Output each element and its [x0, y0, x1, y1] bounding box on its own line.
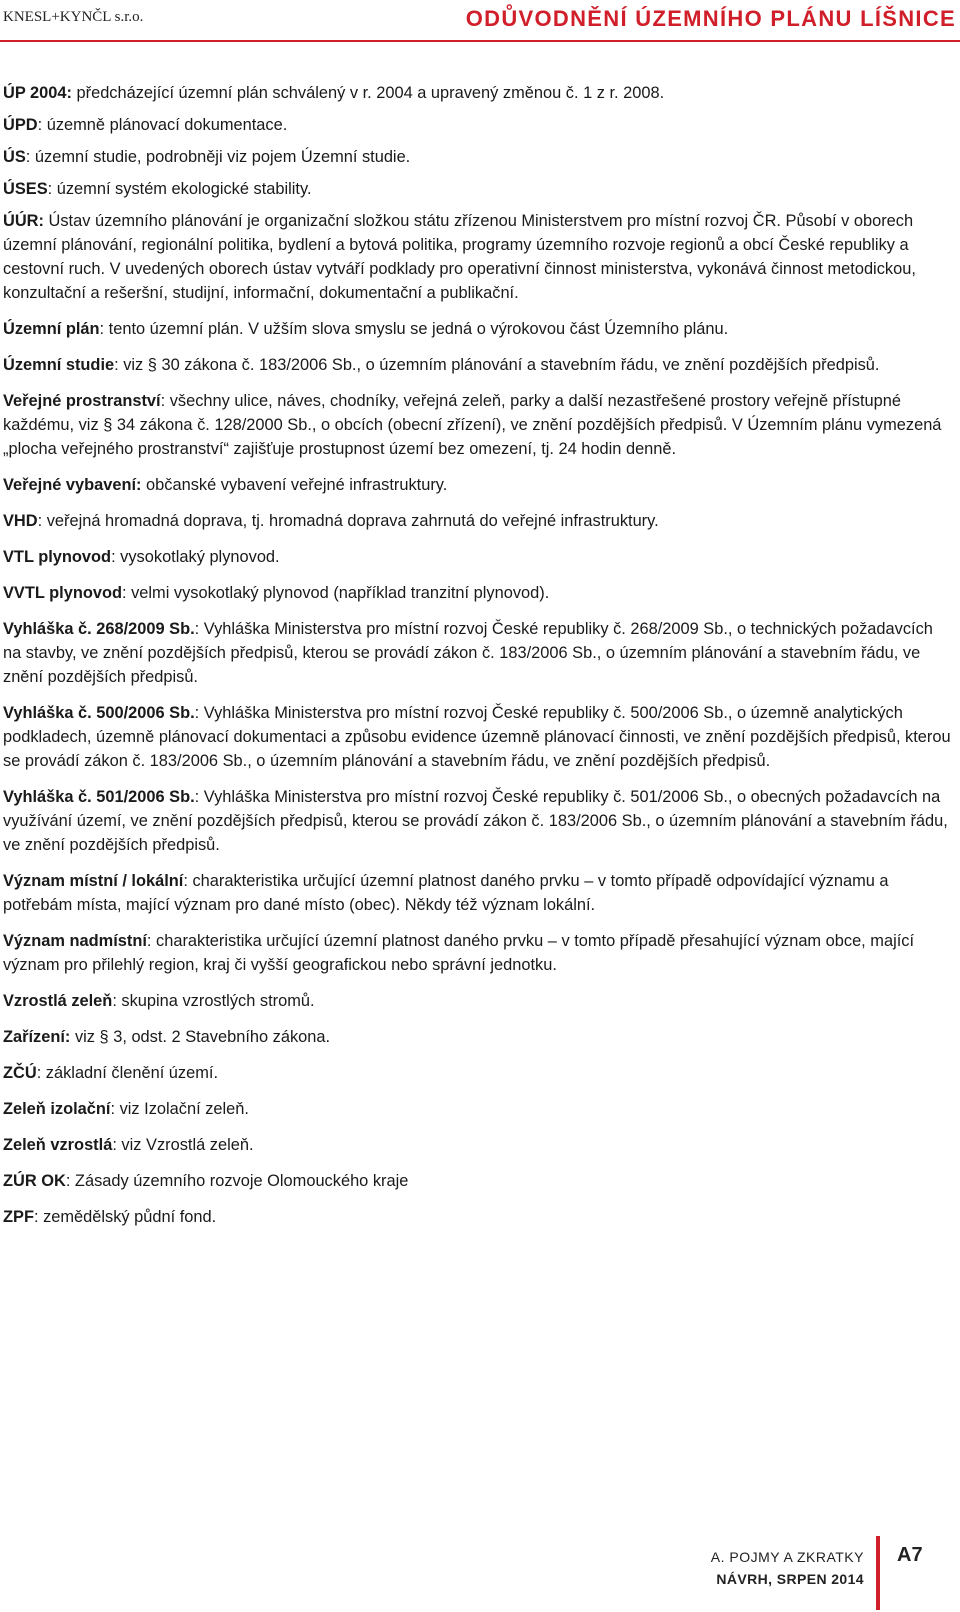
glossary-term: VTL plynovod	[3, 548, 112, 566]
glossary-definition: : veřejná hromadná doprava, tj. hromadná doprava zahrnutá do veřejné infrastruktury.	[37, 512, 659, 530]
glossary-entry	[3, 1097, 953, 1121]
glossary-entry	[3, 81, 953, 105]
glossary-definition: : charakteristika určující územní platnost daného prvku – v tomto případě přesahující význam obce, mající význam pro přilehlý region, kraj či vyšší geografickou nebo správní jednotku.	[3, 932, 915, 974]
glossary-term: Vyhláška č. 501/2006 Sb.	[3, 788, 195, 806]
glossary-definition: : Vyhláška Ministerstva pro místní rozvoj České republiky č. 500/2006 Sb., o územně analytických podkladech, územně plánovací dokumentaci a způsobu evidence územně plánovací činnosti, ve znění pozdějších předpisů, kterou se provádí zákon č. 183/2006 Sb., o územním plánování a stavebním řádu, ve znění pozdějších předpisů.	[3, 704, 951, 770]
glossary-definition: : územní systém ekologické stability.	[47, 180, 312, 198]
glossary-entry	[3, 1025, 953, 1049]
glossary-definition: : Zásady územního rozvoje Olomouckého kraje	[65, 1172, 409, 1190]
glossary-definition: předcházející územní plán schválený v r. 2004 a upravený změnou č. 1 z r. 2008.	[71, 84, 665, 102]
glossary-term: ÚSES	[3, 180, 48, 198]
glossary-term: ÚPD	[3, 116, 38, 134]
glossary-term: Veřejné vybavení:	[3, 476, 142, 494]
glossary-term: Význam nadmístní	[3, 932, 147, 950]
glossary-entry	[3, 869, 953, 917]
glossary-entry	[3, 929, 953, 977]
glossary-definition: občanské vybavení veřejné infrastruktury.	[141, 476, 448, 494]
glossary-term: Územní plán	[3, 320, 100, 338]
glossary-definition: : všechny ulice, náves, chodníky, veřejná zeleň, parky a další nezastřešené prostory veřejně přístupné každému, viz § 34 zákona č. 128/2000 Sb., o obcích (obecní zřízení), ve znění pozdějších předpisů. V Územním plánu vymezená „plocha veřejného prostranství“ zajišťuje prostupnost území bez omezení, tj. 24 hodin denně.	[3, 392, 942, 458]
glossary-term: ÚS	[3, 148, 26, 166]
glossary-term: VVTL plynovod	[3, 584, 122, 602]
glossary-definition: : základní členění území.	[36, 1064, 218, 1082]
page-footer	[0, 1536, 960, 1612]
glossary-term: Zeleň izolační	[3, 1100, 111, 1118]
glossary-definition: : viz Izolační zeleň.	[110, 1100, 249, 1118]
footer-draft-date: NÁVRH, SRPEN 2014	[716, 1571, 864, 1587]
glossary-term: ÚP 2004:	[3, 84, 72, 102]
glossary-term: ZÚR OK	[3, 1172, 66, 1190]
glossary-entry	[3, 989, 953, 1013]
glossary-term: Význam místní / lokální	[3, 872, 184, 890]
footer-section: A. POJMY A ZKRATKY	[710, 1549, 864, 1565]
glossary-term: Vyhláška č. 500/2006 Sb.	[3, 704, 195, 722]
glossary-definition: : vysokotlaký plynovod.	[111, 548, 280, 566]
glossary-entry	[3, 113, 953, 137]
glossary-definition: : zemědělský půdní fond.	[33, 1208, 217, 1226]
glossary-entry	[3, 389, 953, 461]
glossary-definition: : tento územní plán. V užším slova smyslu se jedná o výrokovou část Územního plánu.	[99, 320, 729, 338]
glossary-entry	[3, 473, 953, 497]
glossary-entry	[3, 785, 953, 857]
glossary-definition: : velmi vysokotlaký plynovod (například tranzitní plynovod).	[122, 584, 550, 602]
glossary-term: Vzrostlá zeleň	[3, 992, 113, 1010]
glossary-term: Zařízení:	[3, 1028, 71, 1046]
glossary-term: Veřejné prostranství	[3, 392, 161, 410]
glossary-entry	[3, 701, 953, 773]
glossary-definition: : Vyhláška Ministerstva pro místní rozvoj České republiky č. 268/2009 Sb., o technických požadavcích na stavby, ve znění pozdějších předpisů, kterou se provádí zákon č. 183/2006 Sb., o územním plánování a stavebním řádu, ve znění pozdějších předpisů.	[3, 620, 933, 686]
glossary-entry	[3, 509, 953, 533]
glossary-definition: : územní studie, podrobněji viz pojem Územní studie.	[25, 148, 411, 166]
footer-text	[711, 1546, 864, 1590]
glossary-entry	[3, 1205, 953, 1229]
glossary-entry	[3, 545, 953, 569]
page-number: A7	[897, 1544, 923, 1566]
glossary-list	[3, 81, 953, 1241]
glossary-term: VHD	[3, 512, 38, 530]
glossary-entry	[3, 317, 953, 341]
glossary-entry	[3, 617, 953, 689]
glossary-term: Zeleň vzrostlá	[3, 1136, 113, 1154]
glossary-entry	[3, 177, 953, 201]
glossary-definition: : charakteristika určující územní platnost daného prvku – v tomto případě odpovídající významu a potřebám místa, mající význam pro dané místo (obec). Někdy též význam lokální.	[3, 872, 889, 914]
glossary-definition: : skupina vzrostlých stromů.	[112, 992, 315, 1010]
glossary-entry	[3, 209, 953, 305]
glossary-definition: : viz Vzrostlá zeleň.	[112, 1136, 254, 1154]
glossary-term: Vyhláška č. 268/2009 Sb.	[3, 620, 195, 638]
glossary-entry	[3, 145, 953, 169]
glossary-definition: Ústav územního plánování je organizační složkou státu zřízenou Ministerstvem pro místní rozvoj ČR. Působí v oborech územní plánování, regionální politika, bydlení a bytová politika, programy územního rozvoje regionů a obcí České republiky a cestovní ruch. V uvedených oborech ústav vytváří podklady pro operativní činnost ministerstva, vykonává činnost metodickou, konzultační a rešeršní, studijní, informační, dokumentační a publikační.	[3, 212, 916, 302]
glossary-definition: viz § 3, odst. 2 Stavebního zákona.	[70, 1028, 331, 1046]
glossary-definition: : územně plánovací dokumentace.	[37, 116, 288, 134]
glossary-entry	[3, 1061, 953, 1085]
glossary-term: ÚÚR:	[3, 212, 44, 230]
glossary-term: Územní studie	[3, 356, 115, 374]
glossary-entry	[3, 353, 953, 377]
glossary-term: ZČÚ	[3, 1064, 37, 1082]
company-name: KNESL+KYNČL s.r.o.	[3, 9, 144, 25]
glossary-definition: : viz § 30 zákona č. 183/2006 Sb., o územním plánování a stavebním řádu, ve znění pozdějších předpisů.	[114, 356, 880, 374]
glossary-term: ZPF	[3, 1208, 34, 1226]
glossary-entry	[3, 581, 953, 605]
glossary-entry	[3, 1133, 953, 1157]
document-title: ODŮVODNĚNÍ ÚZEMNÍHO PLÁNU LÍŠNICE	[465, 6, 956, 31]
glossary-entry	[3, 1169, 953, 1193]
footer-divider	[876, 1536, 880, 1610]
glossary-definition: : Vyhláška Ministerstva pro místní rozvoj České republiky č. 501/2006 Sb., o obecných požadavcích na využívání území, ve znění pozdějších předpisů, kterou se provádí zákon č. 183/2006 Sb., o územním plánování a stavebním řádu, ve znění pozdějších předpisů.	[3, 788, 948, 854]
page-header	[0, 0, 960, 46]
header-rule	[0, 40, 960, 42]
